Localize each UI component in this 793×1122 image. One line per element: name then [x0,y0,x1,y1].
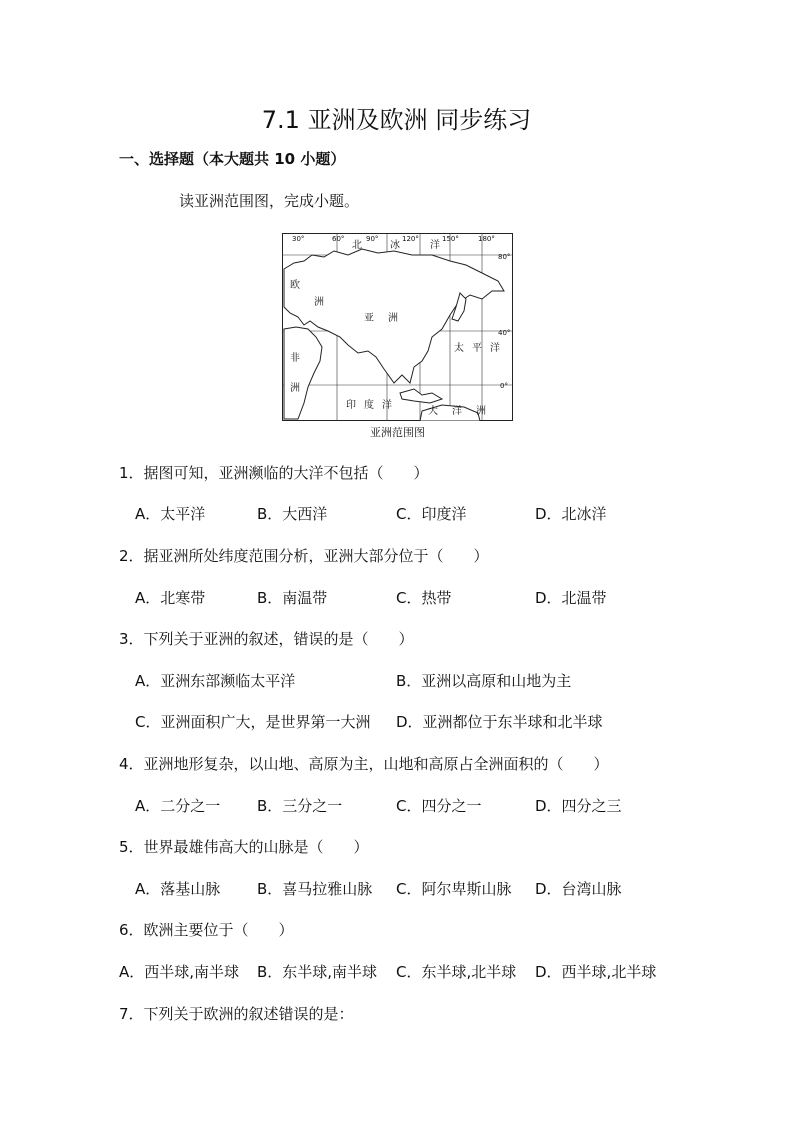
page-title: 7.1 亚洲及欧洲 同步练习 [261,106,532,134]
map-label-africa: 洲 [290,383,300,394]
question-stem: 2．据亚洲所处纬度范围分析，亚洲大部分位于（ ） [119,547,489,565]
map-label-indian: 洋 [382,400,392,411]
map-label-arctic: 洋 [430,240,440,251]
option-a: A．北寒带 [135,589,206,607]
option-a: A．落基山脉 [135,880,221,898]
option-a: A．亚洲东部濒临太平洋 [135,672,296,690]
option-b: B．南温带 [257,589,328,607]
question-stem: 5．世界最雄伟高大的山脉是（ ） [119,838,369,856]
lat-tick: 80° [498,253,511,261]
question-stem: 1．据图可知，亚洲濒临的大洋不包括（ ） [119,464,429,482]
option-a: A．太平洋 [135,505,206,523]
map-label-indian: 印 [346,400,356,411]
map-label-indian: 度 [364,400,374,411]
option-c: C．四分之一 [396,797,482,815]
lon-tick: 120° [402,235,419,243]
lat-tick: 40° [498,329,511,337]
option-c: C．阿尔卑斯山脉 [396,880,512,898]
question-stem: 6．欧洲主要位于（ ） [119,921,294,939]
option-c: C．东半球,北半球 [396,963,517,981]
option-d: D．北冰洋 [535,505,607,523]
map-label-pacific: 平 [472,343,482,354]
option-c: C．印度洋 [396,505,467,523]
option-a: A．二分之一 [135,797,221,815]
lon-tick: 90° [366,235,379,243]
map-label-pacific: 洋 [490,343,500,354]
option-b: B．亚洲以高原和山地为主 [396,672,572,690]
section-heading: 一、选择题（本大题共 10 小题） [119,150,346,168]
question-stem: 4．亚洲地形复杂，以山地、高原为主，山地和高原占全洲面积的（ ） [119,755,609,773]
question-stem: 7．下列关于欧洲的叙述错误的是： [119,1005,354,1023]
map-label-arctic: 冰 [390,240,400,251]
lat-tick: 0° [500,382,508,390]
option-d: D．四分之三 [535,797,622,815]
map-caption: 亚洲范围图 [370,426,425,439]
map-label-asia: 亚 [364,313,374,324]
option-b: B．大西洋 [257,505,328,523]
map-label-pacific: 太 [454,343,464,354]
map-label-europe: 欧 [290,280,300,291]
map-label-oceania: 洋 [452,406,462,417]
question-intro: 读亚洲范围图，完成小题。 [179,192,360,210]
option-d: D．台湾山脉 [535,880,622,898]
option-d: D．西半球,北半球 [535,963,657,981]
map-label-asia: 洲 [388,313,398,324]
lon-tick: 30° [292,235,305,243]
option-c: C．亚洲面积广大，是世界第一大洲 [135,713,371,731]
option-c: C．热带 [396,589,452,607]
option-a: A．西半球,南半球 [119,963,240,981]
map-label-oceania: 大 [428,406,438,417]
option-b: B．三分之一 [257,797,343,815]
question-stem: 3．下列关于亚洲的叙述，错误的是（ ） [119,630,414,648]
option-d: D．北温带 [535,589,607,607]
asia-map [282,233,513,421]
map-label-arctic: 北 [352,240,362,251]
option-b: B．东半球,南半球 [257,963,378,981]
map-label-africa: 非 [290,353,300,364]
lon-tick: 150° [442,235,459,243]
map-label-oceania: 洲 [476,406,486,417]
lon-tick: 60° [332,235,345,243]
map-label-europe: 洲 [314,297,324,308]
option-b: B．喜马拉雅山脉 [257,880,373,898]
option-d: D．亚洲都位于东半球和北半球 [396,713,603,731]
lon-tick: 180° [478,235,495,243]
